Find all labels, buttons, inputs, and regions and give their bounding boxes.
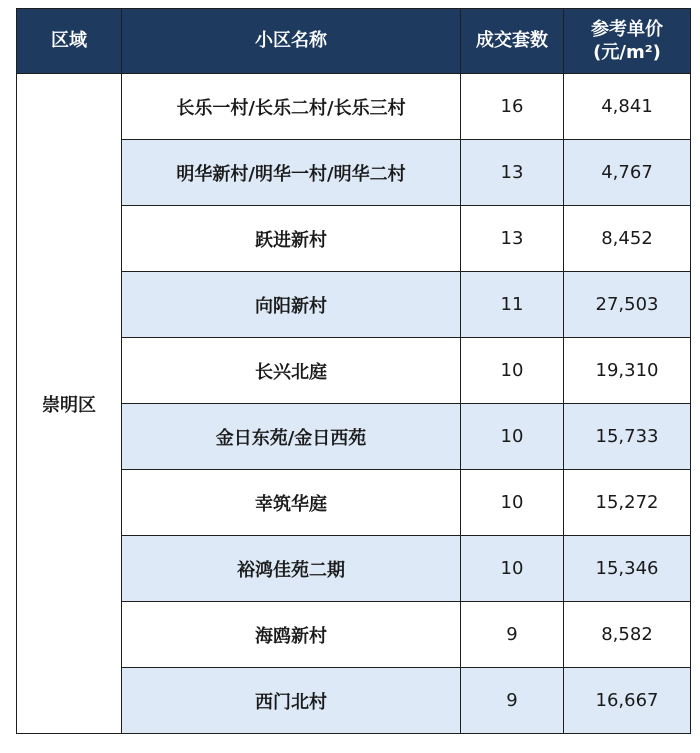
unit-price: 19,310 <box>564 338 691 404</box>
community-name: 海鸥新村 <box>122 602 461 668</box>
deal-count: 16 <box>461 74 564 140</box>
unit-price: 15,346 <box>564 536 691 602</box>
community-name: 跃进新村 <box>122 206 461 272</box>
unit-price: 27,503 <box>564 272 691 338</box>
community-name: 长兴北庭 <box>122 338 461 404</box>
community-name: 长乐一村/长乐二村/长乐三村 <box>122 74 461 140</box>
header-row <box>17 9 691 74</box>
deal-count: 13 <box>461 140 564 206</box>
community-name: 向阳新村 <box>122 272 461 338</box>
unit-price: 4,841 <box>564 74 691 140</box>
header-community: 小区名称 <box>122 9 461 74</box>
unit-price: 4,767 <box>564 140 691 206</box>
community-name: 明华新村/明华一村/明华二村 <box>122 140 461 206</box>
header-price <box>564 9 691 74</box>
region-cell: 崇明区 <box>17 74 122 734</box>
deal-count: 9 <box>461 602 564 668</box>
unit-price: 16,667 <box>564 668 691 734</box>
header-region: 区域 <box>17 9 122 74</box>
deal-count: 9 <box>461 668 564 734</box>
deal-count: 13 <box>461 206 564 272</box>
deal-count: 10 <box>461 536 564 602</box>
community-name: 金日东苑/金日西苑 <box>122 404 461 470</box>
community-name: 西门北村 <box>122 668 461 734</box>
deal-count: 11 <box>461 272 564 338</box>
community-name: 幸筑华庭 <box>122 470 461 536</box>
deal-count: 10 <box>461 338 564 404</box>
deal-count: 10 <box>461 470 564 536</box>
table-row <box>17 74 691 140</box>
header-price-unit: (元/m²) <box>593 42 661 63</box>
header-price-label: 参考单价 <box>591 18 663 40</box>
deal-count: 10 <box>461 404 564 470</box>
unit-price: 8,452 <box>564 206 691 272</box>
unit-price: 8,582 <box>564 602 691 668</box>
transaction-table <box>16 8 691 734</box>
unit-price: 15,733 <box>564 404 691 470</box>
unit-price: 15,272 <box>564 470 691 536</box>
community-name: 裕鸿佳苑二期 <box>122 536 461 602</box>
header-deals: 成交套数 <box>461 9 564 74</box>
